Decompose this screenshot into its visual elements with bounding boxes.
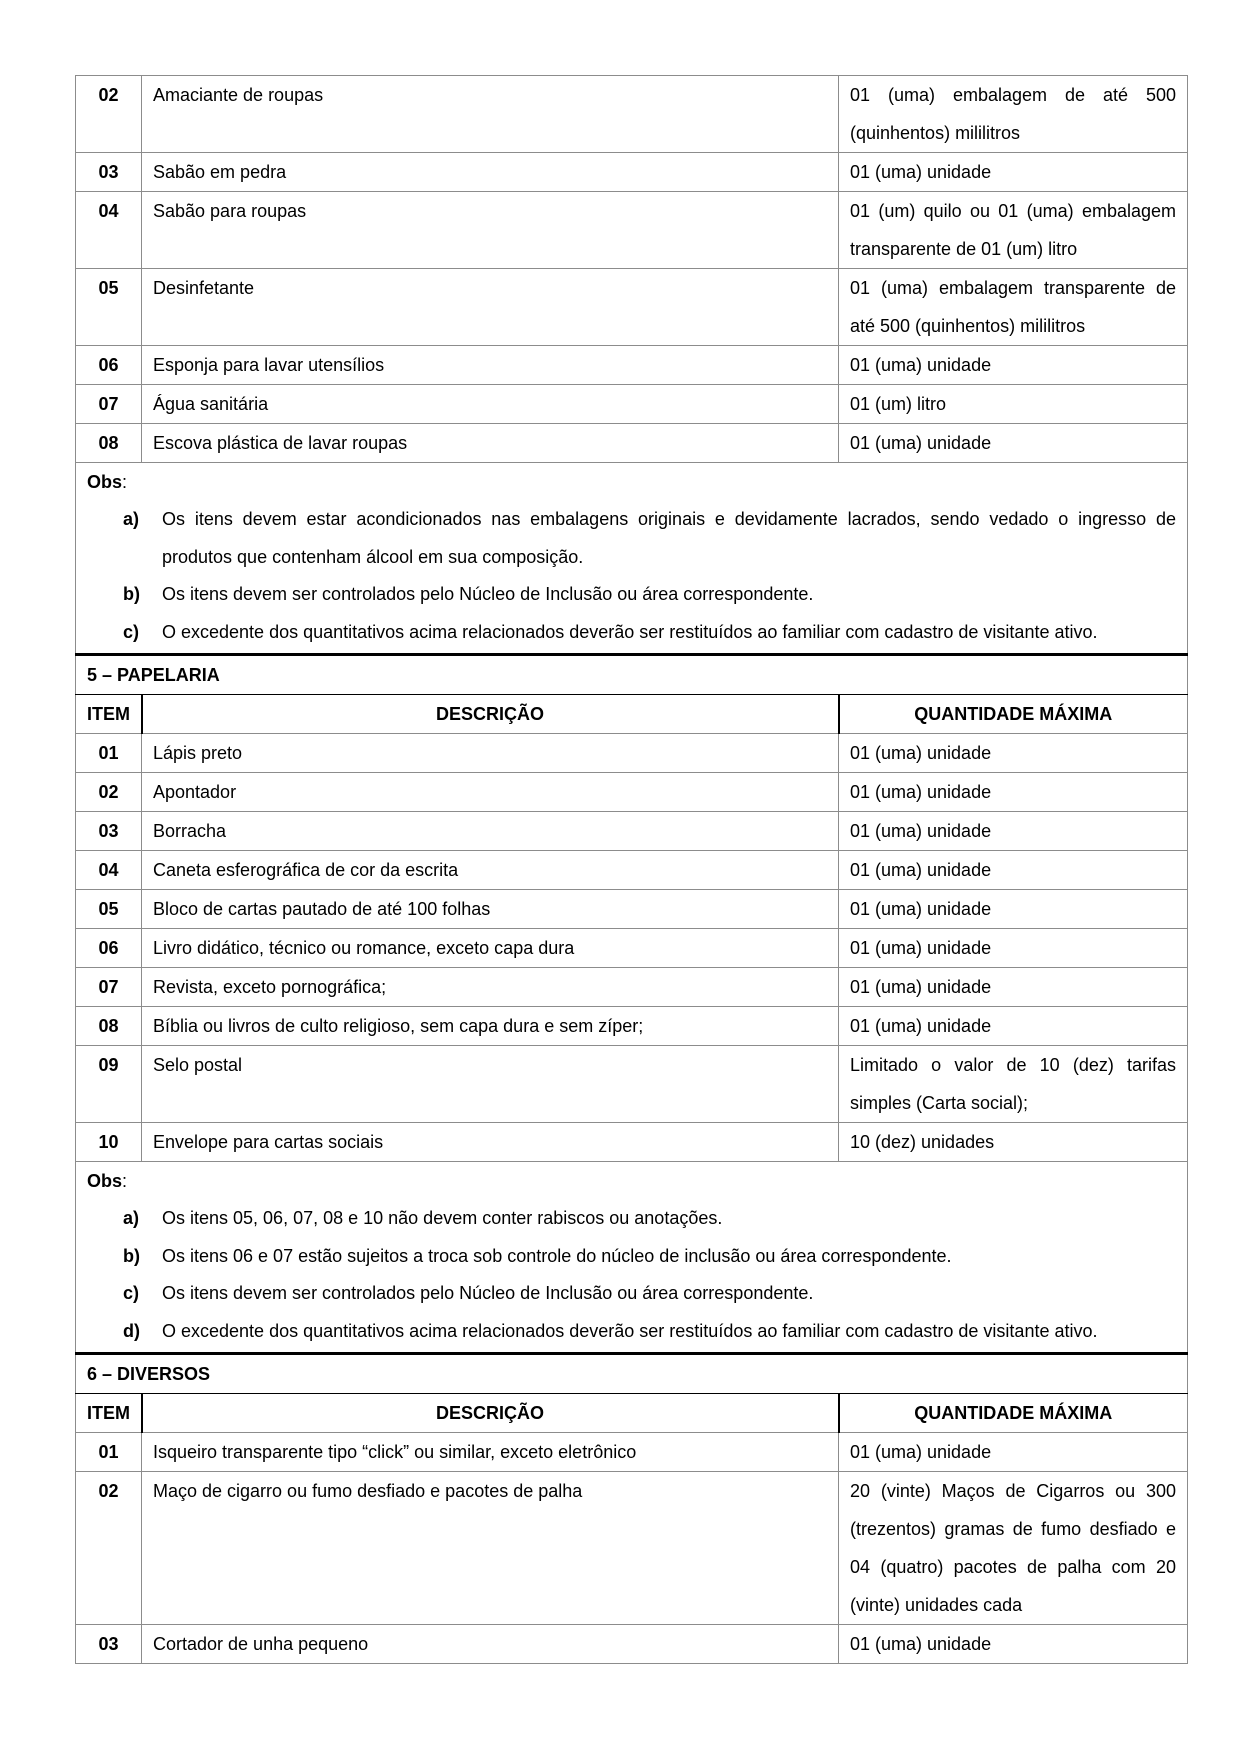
table-row	[76, 269, 1188, 346]
item-max-quantity: 01 (um) quilo ou 01 (uma) embalagem transparente de 01 (um) litro	[839, 192, 1188, 269]
item-description: Selo postal	[142, 1046, 839, 1123]
observations-colon: :	[122, 472, 128, 492]
observation-text: O excedente dos quantitativos acima relacionados deverão ser restituídos ao familiar com cadastro de visitante ativo.	[162, 1320, 1098, 1341]
item-max-quantity: 01 (uma) unidade	[839, 1433, 1188, 1472]
observation-text: Os itens 06 e 07 estão sujeitos a troca sob controle do núcleo de inclusão ou área correspondente.	[162, 1245, 952, 1266]
table-row	[76, 773, 1188, 812]
table-header-row	[76, 695, 1188, 734]
item-description: Sabão para roupas	[142, 192, 839, 269]
item-description: Bloco de cartas pautado de até 100 folhas	[142, 890, 839, 929]
observations-row	[76, 463, 1188, 655]
item-number: 03	[76, 812, 142, 851]
table-row	[76, 1007, 1188, 1046]
item-number: 03	[76, 1625, 142, 1664]
header-item: ITEM	[76, 1394, 142, 1433]
item-max-quantity: 01 (uma) unidade	[839, 424, 1188, 463]
observation-letter: c)	[123, 1283, 140, 1303]
section-title: 5 – PAPELARIA	[76, 655, 1188, 695]
item-number: 02	[76, 773, 142, 812]
header-description: DESCRIÇÃO	[142, 695, 839, 734]
table-row	[76, 346, 1188, 385]
item-max-quantity: 01 (uma) unidade	[839, 1625, 1188, 1664]
item-description: Caneta esferográfica de cor da escrita	[142, 851, 839, 890]
observations-title	[87, 463, 1176, 501]
item-number: 02	[76, 1472, 142, 1625]
observations-label: Obs	[87, 1171, 123, 1191]
item-max-quantity: 01 (uma) unidade	[839, 346, 1188, 385]
observation-letter: a)	[123, 509, 140, 529]
observations-list	[87, 501, 1176, 651]
item-max-quantity: 20 (vinte) Maços de Cigarros ou 300 (trezentos) gramas de fumo desfiado e 04 (quatro) pacotes de palha com 20 (vinte) unidades cada	[839, 1472, 1188, 1625]
item-number: 04	[76, 851, 142, 890]
item-max-quantity: 10 (dez) unidades	[839, 1123, 1188, 1162]
item-max-quantity: 01 (uma) unidade	[839, 929, 1188, 968]
item-description: Livro didático, técnico ou romance, exceto capa dura	[142, 929, 839, 968]
item-number: 05	[76, 890, 142, 929]
table-row	[76, 968, 1188, 1007]
observation-item	[87, 1275, 1176, 1313]
item-description: Amaciante de roupas	[142, 76, 839, 153]
item-number: 02	[76, 76, 142, 153]
item-number: 05	[76, 269, 142, 346]
section-title-row	[76, 655, 1188, 695]
observation-text: Os itens devem estar acondicionados nas embalagens originais e devidamente lacrados, sendo vedado o ingresso de produtos que contenham álcool em sua composição.	[162, 509, 1176, 567]
header-max-quantity: QUANTIDADE MÁXIMA	[839, 695, 1188, 734]
item-description: Cortador de unha pequeno	[142, 1625, 839, 1664]
item-number: 07	[76, 968, 142, 1007]
observation-letter: b)	[123, 1245, 140, 1266]
item-number: 04	[76, 192, 142, 269]
observations-cell	[76, 463, 1188, 655]
table-row	[76, 1472, 1188, 1625]
observation-letter: d)	[123, 1320, 140, 1341]
item-description: Envelope para cartas sociais	[142, 1123, 839, 1162]
observation-item	[87, 1313, 1176, 1351]
table-row	[76, 734, 1188, 773]
table-row	[76, 1046, 1188, 1123]
table-row	[76, 385, 1188, 424]
items-table	[75, 75, 1188, 1664]
item-max-quantity: 01 (uma) unidade	[839, 153, 1188, 192]
table-row	[76, 76, 1188, 153]
observation-text: Os itens 05, 06, 07, 08 e 10 não devem conter rabiscos ou anotações.	[162, 1208, 723, 1228]
item-max-quantity: 01 (uma) unidade	[839, 851, 1188, 890]
item-description: Isqueiro transparente tipo “click” ou similar, exceto eletrônico	[142, 1433, 839, 1472]
document-page	[75, 75, 1187, 1664]
item-description: Lápis preto	[142, 734, 839, 773]
item-max-quantity: 01 (uma) embalagem transparente de até 500 (quinhentos) mililitros	[839, 269, 1188, 346]
table-row	[76, 424, 1188, 463]
item-description: Sabão em pedra	[142, 153, 839, 192]
observations-colon: :	[122, 1171, 128, 1191]
observation-item	[87, 501, 1176, 576]
item-description: Revista, exceto pornográfica;	[142, 968, 839, 1007]
item-max-quantity: 01 (uma) unidade	[839, 1007, 1188, 1046]
item-max-quantity: 01 (uma) embalagem de até 500 (quinhentos) mililitros	[839, 76, 1188, 153]
observations-label: Obs	[87, 472, 123, 492]
section-title-row	[76, 1354, 1188, 1394]
observation-item	[87, 576, 1176, 614]
item-max-quantity: 01 (uma) unidade	[839, 890, 1188, 929]
header-max-quantity: QUANTIDADE MÁXIMA	[839, 1394, 1188, 1433]
item-max-quantity: 01 (uma) unidade	[839, 734, 1188, 773]
table-row	[76, 192, 1188, 269]
table-row	[76, 153, 1188, 192]
item-description: Escova plástica de lavar roupas	[142, 424, 839, 463]
item-number: 08	[76, 424, 142, 463]
item-max-quantity: 01 (um) litro	[839, 385, 1188, 424]
item-number: 03	[76, 153, 142, 192]
observation-letter: b)	[123, 584, 140, 604]
observation-item	[87, 614, 1176, 652]
table-row	[76, 929, 1188, 968]
item-number: 10	[76, 1123, 142, 1162]
item-description: Água sanitária	[142, 385, 839, 424]
observation-text: Os itens devem ser controlados pelo Núcleo de Inclusão ou área correspondente.	[162, 1283, 814, 1303]
table-row	[76, 1433, 1188, 1472]
table-header-row	[76, 1394, 1188, 1433]
item-description: Desinfetante	[142, 269, 839, 346]
item-max-quantity: 01 (uma) unidade	[839, 812, 1188, 851]
item-number: 06	[76, 929, 142, 968]
item-number: 01	[76, 1433, 142, 1472]
item-number: 06	[76, 346, 142, 385]
item-max-quantity: 01 (uma) unidade	[839, 968, 1188, 1007]
section-title: 6 – DIVERSOS	[76, 1354, 1188, 1394]
observation-letter: a)	[123, 1208, 140, 1228]
observations-list	[87, 1200, 1176, 1350]
header-item: ITEM	[76, 695, 142, 734]
item-number: 08	[76, 1007, 142, 1046]
observation-item	[87, 1200, 1176, 1238]
observation-letter: c)	[123, 621, 140, 642]
item-description: Esponja para lavar utensílios	[142, 346, 839, 385]
table-row	[76, 851, 1188, 890]
item-description: Bíblia ou livros de culto religioso, sem capa dura e sem zíper;	[142, 1007, 839, 1046]
header-description: DESCRIÇÃO	[142, 1394, 839, 1433]
item-number: 09	[76, 1046, 142, 1123]
table-row	[76, 812, 1188, 851]
item-max-quantity: 01 (uma) unidade	[839, 773, 1188, 812]
observation-item	[87, 1238, 1176, 1276]
observations-row	[76, 1162, 1188, 1354]
observations-cell	[76, 1162, 1188, 1354]
observation-text: O excedente dos quantitativos acima relacionados deverão ser restituídos ao familiar com cadastro de visitante ativo.	[162, 621, 1098, 642]
table-row	[76, 1123, 1188, 1162]
item-description: Maço de cigarro ou fumo desfiado e pacotes de palha	[142, 1472, 839, 1625]
table-row	[76, 890, 1188, 929]
table-row	[76, 1625, 1188, 1664]
item-number: 07	[76, 385, 142, 424]
observation-text: Os itens devem ser controlados pelo Núcleo de Inclusão ou área correspondente.	[162, 584, 814, 604]
item-max-quantity: Limitado o valor de 10 (dez) tarifas simples (Carta social);	[839, 1046, 1188, 1123]
item-description: Borracha	[142, 812, 839, 851]
observations-title	[87, 1162, 1176, 1200]
item-description: Apontador	[142, 773, 839, 812]
item-number: 01	[76, 734, 142, 773]
